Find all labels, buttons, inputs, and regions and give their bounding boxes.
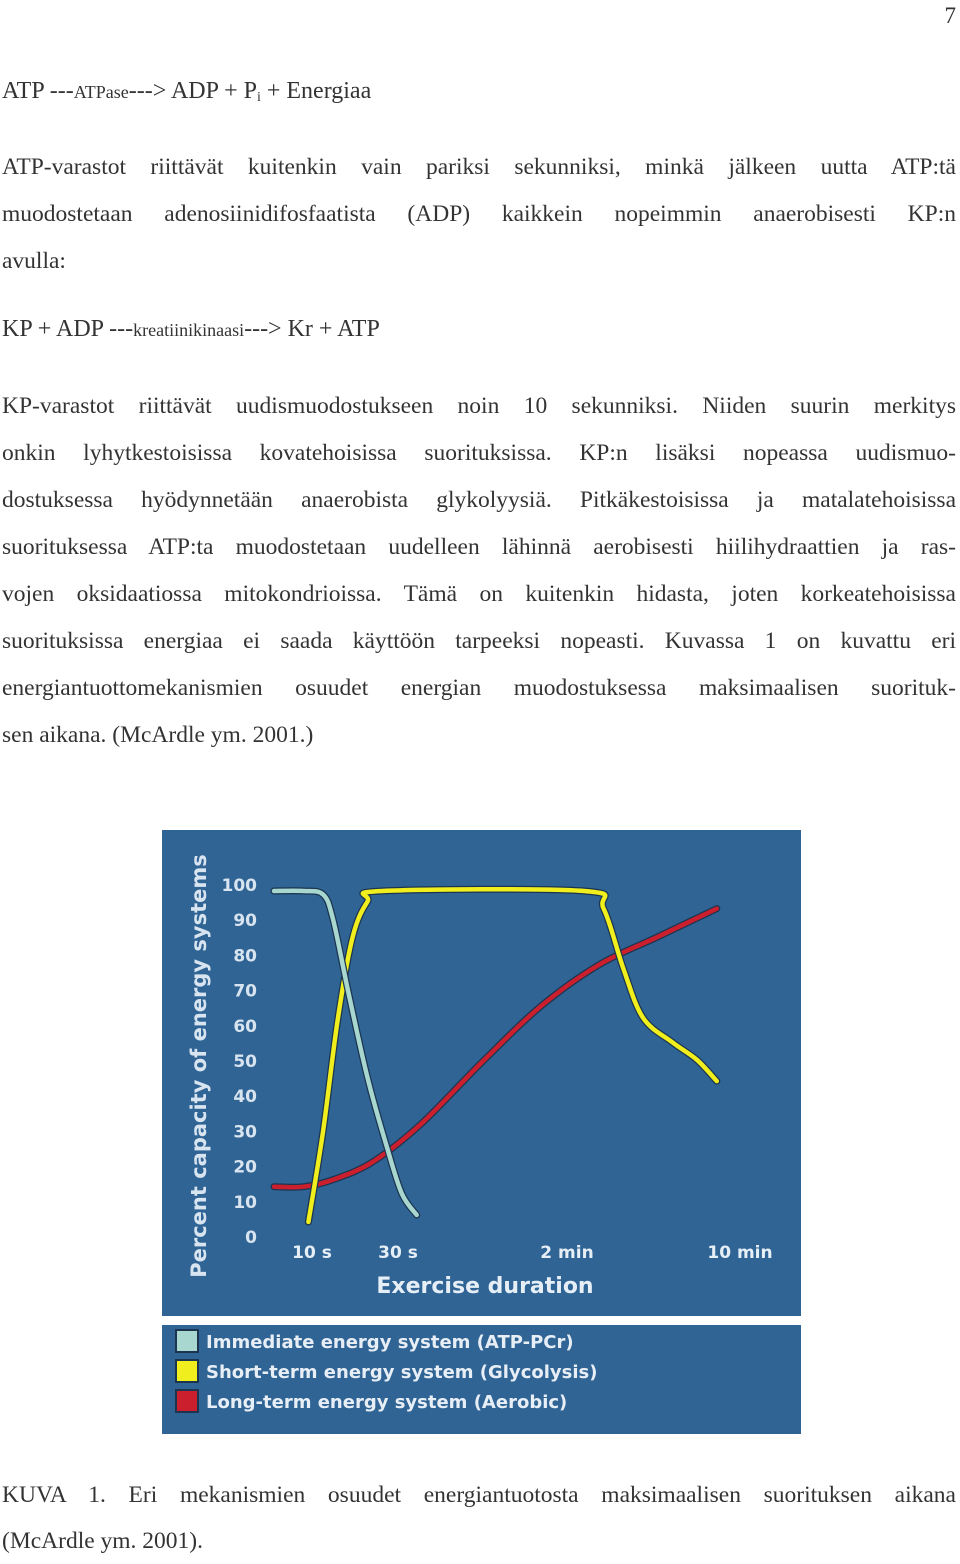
paragraph-kp-stores [2, 383, 956, 759]
x-tick-labels [292, 1243, 772, 1263]
caption-line: KUVA 1. Eri mekanismien osuudet energiantuotosta maksimaalisen suorituksen aikana [2, 1482, 956, 1508]
x-tick-label: 10 s [292, 1243, 332, 1263]
legend-swatch [176, 1330, 198, 1352]
y-tick-label: 70 [233, 981, 257, 1002]
equation1-left: ATP --- [2, 78, 74, 104]
paragraph-line: suorituksessa ATP:ta muodostetaan uudelleen lähinnä aerobisesti hiilihydraattien ja ras- [2, 534, 956, 560]
paragraph-line: avulla: [2, 248, 66, 274]
y-tick-label: 80 [233, 946, 257, 967]
equation2-left: KP + ADP --- [2, 316, 134, 342]
y-tick-label: 50 [233, 1052, 257, 1072]
legend-swatch [176, 1360, 198, 1382]
legend-divider [162, 1316, 801, 1325]
energy-systems-chart [162, 830, 801, 1434]
y-tick-label: 20 [233, 1157, 257, 1178]
figure-caption [2, 1472, 956, 1564]
energy-systems-figure [162, 830, 801, 1434]
paragraph-line: KP-varastot riittävät uudismuodostukseen noin 10 sekunniksi. Niiden suurin merkitys [2, 393, 956, 419]
y-tick-label: 0 [245, 1228, 257, 1248]
equation2-right: ---> Kr + ATP [244, 316, 380, 342]
legend-label: Short-term energy system (Glycolysis) [206, 1362, 598, 1383]
legend-label: Immediate energy system (ATP-PCr) [206, 1332, 574, 1353]
equation1-tail: + Energiaa [260, 78, 372, 104]
y-tick-label: 40 [233, 1087, 257, 1108]
caption-line: (McArdle ym. 2001). [2, 1528, 204, 1554]
x-axis-label: Exercise duration [376, 1274, 594, 1299]
legend-swatch [176, 1390, 198, 1412]
equation-atp-hydrolysis [2, 78, 371, 106]
y-tick-label: 90 [233, 911, 257, 932]
equation1-subscript: i [256, 90, 261, 105]
paragraph-line: sen aikana. (McArdle ym. 2001.) [2, 722, 314, 748]
y-axis-label: Percent capacity of energy systems [187, 854, 211, 1278]
equation1-enzyme: ATPase [73, 82, 129, 102]
series-lines [274, 889, 717, 1222]
paragraph-line: suorituksissa energiaa ei saada käyttöön tarpeeksi nopeasti. Kuvassa 1 on kuvattu eri [2, 628, 956, 654]
legend [176, 1330, 597, 1413]
y-tick-label: 30 [233, 1122, 257, 1143]
paragraph-atp-stores [2, 144, 956, 285]
y-tick-label: 100 [221, 876, 257, 896]
x-tick-label: 10 min [707, 1243, 773, 1263]
page-number: 7 [944, 3, 956, 28]
y-tick-label: 10 [233, 1192, 257, 1213]
paragraph-line: dostuksessa hyödynnetään anaerobista glykolyysiä. Pitkäkestoisissa ja matalatehoisissa [2, 487, 956, 513]
y-tick-label: 60 [233, 1016, 257, 1037]
x-tick-label: 30 s [378, 1243, 418, 1263]
paragraph-line: onkin lyhytkestoisissa kovatehoisissa suorituksissa. KP:n lisäksi nopeassa uudismuo- [2, 440, 956, 466]
equation-creatine-kinase [2, 316, 380, 343]
equation1-right: ---> ADP + P [128, 78, 257, 104]
equation2-enzyme: kreatiinikinaasi [133, 320, 245, 340]
paragraph-line: ATP-varastot riittävät kuitenkin vain pariksi sekunniksi, minkä jälkeen uutta ATP:tä [2, 154, 956, 180]
series-line-shadow [274, 891, 417, 1215]
legend-label: Long-term energy system (Aerobic) [206, 1392, 568, 1413]
paragraph-line: vojen oksidaatiossa mitokondrioissa. Tämä on kuitenkin hidasta, joten korkeatehoisissa [2, 581, 956, 607]
x-tick-label: 2 min [540, 1243, 594, 1263]
paragraph-line: energiantuottomekanismien osuudet energian muodostuksessa maksimaalisen suorituk- [2, 675, 956, 701]
paragraph-line: muodostetaan adenosiinidifosfaatista (ADP) kaikkein nopeimmin anaerobisesti KP:n [2, 201, 956, 227]
y-tick-labels [222, 876, 258, 1248]
